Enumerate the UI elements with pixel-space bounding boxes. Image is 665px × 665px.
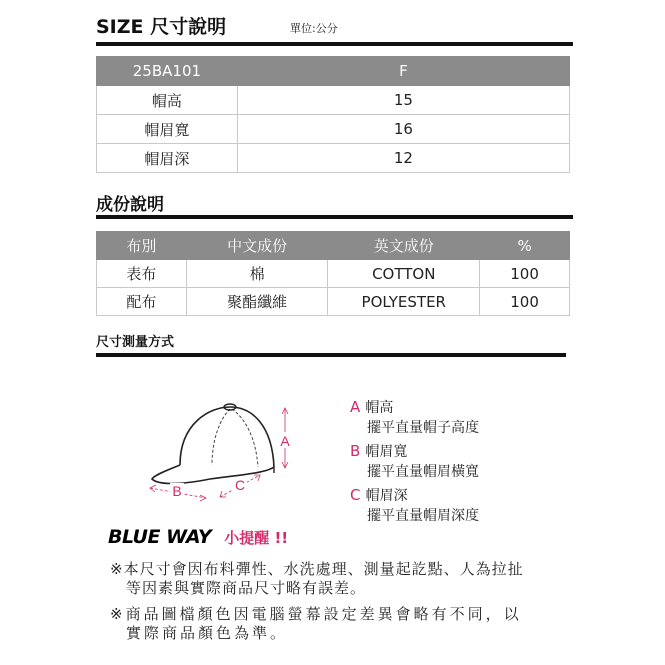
cap-seam-line bbox=[212, 409, 230, 465]
material-cell: 棉 bbox=[186, 260, 328, 288]
size-section-rule bbox=[96, 42, 573, 46]
measure-section-title: 尺寸測量方式 bbox=[96, 335, 175, 350]
material-cell: 表布 bbox=[97, 260, 187, 288]
measure-legend-c bbox=[350, 486, 408, 505]
cap-diagram bbox=[140, 395, 320, 510]
material-table bbox=[96, 231, 570, 316]
material-cell: POLYESTER bbox=[328, 288, 480, 316]
material-section-title: 成份說明 bbox=[96, 195, 164, 215]
note-1-line-2: 等因素與實際商品尺寸略有誤差。 bbox=[126, 579, 367, 597]
material-table-header bbox=[97, 232, 570, 260]
diagram-label-a: A bbox=[280, 433, 290, 449]
size-table bbox=[96, 56, 570, 173]
legend-letter: C bbox=[350, 486, 361, 504]
material-cell: 100 bbox=[480, 288, 570, 316]
legend-name: 帽眉寬 bbox=[365, 444, 408, 460]
size-header-size: F bbox=[237, 57, 569, 86]
material-cell: 配布 bbox=[97, 288, 187, 316]
material-cell: 100 bbox=[480, 260, 570, 288]
size-row-label: 帽眉深 bbox=[97, 144, 238, 173]
table-row bbox=[97, 115, 570, 144]
size-row-label: 帽眉寬 bbox=[97, 115, 238, 144]
material-header-english: 英文成份 bbox=[328, 232, 480, 260]
brand-logo: BLUE WAY bbox=[108, 526, 212, 548]
measure-legend-a bbox=[350, 398, 393, 417]
material-cell: 聚酯纖維 bbox=[186, 288, 328, 316]
legend-desc: 擺平直量帽子高度 bbox=[367, 420, 479, 436]
material-cell: COTTON bbox=[328, 260, 480, 288]
unit-label: 單位:公分 bbox=[290, 22, 338, 35]
material-header-percent: % bbox=[480, 232, 570, 260]
size-section-title: SIZE 尺寸說明 bbox=[96, 16, 227, 38]
note-1-line-1: ※本尺寸會因布料彈性、水洗處理、測量起訖點、人為拉扯 bbox=[110, 560, 524, 578]
note-2-line-2: 實際商品顏色為準。 bbox=[126, 624, 289, 642]
table-row bbox=[97, 86, 570, 115]
size-row-value: 12 bbox=[237, 144, 569, 173]
size-row-value: 16 bbox=[237, 115, 569, 144]
measure-legend-b bbox=[350, 442, 407, 461]
legend-letter: A bbox=[350, 398, 361, 416]
arrow-c-head bbox=[254, 475, 260, 481]
cap-seam-line bbox=[232, 409, 258, 467]
note-2-line-1: ※商品圖檔顏色因電腦螢幕設定差異會略有不同，以 bbox=[110, 605, 522, 623]
size-row-value: 15 bbox=[237, 86, 569, 115]
legend-name: 帽眉深 bbox=[365, 488, 408, 504]
legend-desc: 擺平直量帽眉深度 bbox=[367, 508, 479, 524]
cap-crown-outline bbox=[180, 407, 274, 467]
size-table-header bbox=[97, 57, 570, 86]
diagram-label-b: B bbox=[172, 483, 182, 499]
table-row bbox=[97, 144, 570, 173]
notice-header bbox=[108, 526, 288, 548]
legend-desc: 擺平直量帽眉橫寬 bbox=[367, 464, 479, 480]
legend-name: 帽高 bbox=[365, 400, 394, 416]
arrow-b-head bbox=[150, 485, 156, 492]
measure-section-rule bbox=[96, 353, 566, 357]
material-header-chinese: 中文成份 bbox=[186, 232, 328, 260]
diagram-label-c: C bbox=[234, 477, 246, 493]
legend-letter: B bbox=[350, 442, 361, 460]
cap-brim-outline bbox=[152, 465, 274, 484]
size-header-model: 25BA101 bbox=[97, 57, 238, 86]
table-row bbox=[97, 260, 570, 288]
material-header-fabric: 布別 bbox=[97, 232, 187, 260]
size-row-label: 帽高 bbox=[97, 86, 238, 115]
tip-label: 小提醒 !! bbox=[224, 529, 289, 547]
table-row bbox=[97, 288, 570, 316]
material-section-rule bbox=[96, 215, 573, 219]
